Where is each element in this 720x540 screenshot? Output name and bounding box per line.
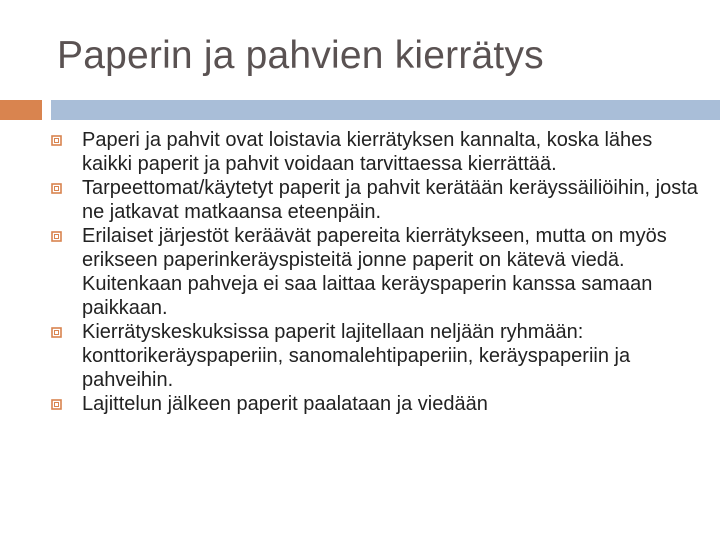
bullet-item: [0, 392, 720, 416]
bullet-text: Erilaiset järjestöt keräävät papereita kierrätykseen, mutta on myös erikseen paperinkeräyspisteitä jonne paperit on kätevä viedä. Kuitenkaan pahveja ei saa laittaa keräyspaperin kanssa samaan paikkaan.: [82, 225, 667, 319]
bullet-text: Paperi ja pahvit ovat loistavia kierrätyksen kannalta, koska lähes kaikki paperit ja pahvit voidaan tarvittaessa kierrättää.: [82, 129, 653, 175]
title-divider-accent: [0, 100, 42, 120]
bullet-item: [0, 224, 720, 320]
title-divider-bar: [51, 100, 720, 120]
bullet-item: [0, 176, 720, 224]
hollow-square-bullet-icon: [51, 183, 62, 194]
hollow-square-bullet-icon: [51, 399, 62, 410]
bullet-text: Lajittelun jälkeen paperit paalataan ja viedään: [82, 393, 488, 415]
bullet-text: Tarpeettomat/käytetyt paperit ja pahvit kerätään keräyssäiliöihin, josta ne jatkavat matkaansa eteenpäin.: [82, 177, 698, 223]
hollow-square-bullet-icon: [51, 231, 62, 242]
hollow-square-bullet-icon: [51, 327, 62, 338]
bullet-list: [0, 128, 720, 416]
bullet-item: [0, 128, 720, 176]
hollow-square-bullet-icon: [51, 135, 62, 146]
slide-title: Paperin ja pahvien kierrätys: [57, 34, 544, 77]
bullet-item: [0, 320, 720, 392]
bullet-text: Kierrätyskeskuksissa paperit lajitellaan neljään ryhmään: konttorikeräyspaperiin, sanomalehtipaperiin, keräyspaperiin ja pahveihin.: [82, 321, 631, 391]
